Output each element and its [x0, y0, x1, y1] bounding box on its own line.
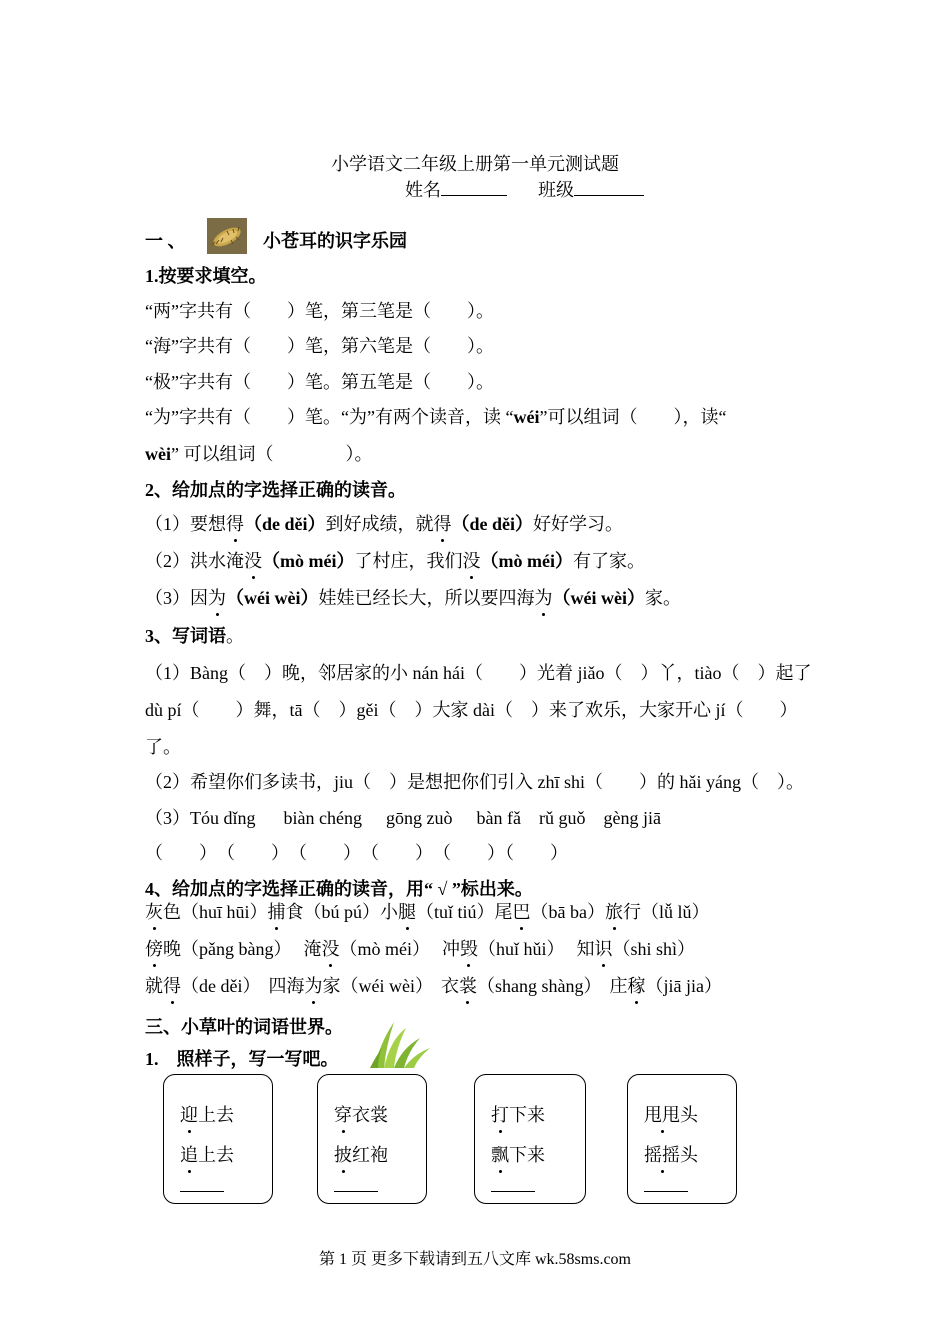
q4-row-3	[145, 972, 722, 998]
q4-item-pinyin: （jiā jia）	[645, 976, 722, 996]
dotted-char: 为	[534, 584, 552, 610]
answer-blank[interactable]	[491, 1191, 535, 1192]
q4-item[interactable]	[145, 902, 268, 922]
q1-line-2: “海”字共有（ ）笔，第六笔是（ ）。	[145, 336, 494, 356]
q1-line-5-text: ” 可以组词（ ）。	[171, 444, 373, 464]
q3-l5-prefix: （3）	[145, 808, 190, 828]
text: 了村庄，我们	[354, 551, 463, 571]
q4-item[interactable]	[268, 976, 432, 996]
pinyin-choice[interactable]: （de děi）	[451, 514, 534, 534]
text: 到好成绩，就	[325, 514, 434, 534]
q5-title: 1. 照样子，写一写吧。	[145, 1049, 339, 1069]
box-word-1	[644, 1101, 698, 1127]
text: 有了家。	[572, 551, 645, 571]
dotted-char: 没	[244, 547, 262, 573]
q4-item-pre: 衣	[440, 976, 459, 996]
name-class-line	[405, 176, 644, 202]
box-word-2	[491, 1141, 545, 1167]
q4-item-pre: 尾	[494, 902, 513, 922]
dotted-char: 飘	[491, 1141, 509, 1167]
q4-row-1	[145, 898, 710, 924]
q3-line-3: 了。	[145, 737, 181, 757]
q1-line-3: “极”字共有（ ）笔。第五笔是（ ）。	[145, 372, 494, 392]
q4-item-pinyin: （bā ba）	[530, 902, 606, 922]
pinyin-choice[interactable]: （mò méi）	[480, 551, 573, 571]
q4-item[interactable]	[380, 902, 495, 922]
word-rest: 衣裳	[352, 1105, 388, 1125]
dotted-char: 为	[208, 584, 226, 610]
box-word-2	[644, 1141, 698, 1167]
text: 家。	[644, 588, 681, 608]
dotted-char: 灰	[145, 898, 163, 924]
answer-blank[interactable]	[180, 1191, 224, 1192]
pinyin-word: Tóu dǐng	[190, 808, 256, 828]
burdock-seed-icon	[207, 218, 247, 254]
q4-item[interactable]	[609, 976, 721, 996]
dotted-char: 识	[595, 935, 613, 961]
q4-item[interactable]	[145, 939, 291, 959]
q3-title-text: 3、写词语	[145, 626, 226, 646]
q4-item-pre: 冲	[441, 939, 460, 959]
q4-item-pinyin: （tuǐ tiú）	[416, 902, 495, 922]
dotted-char: 旅	[605, 898, 623, 924]
pinyin-word: rǔ guǒ	[538, 808, 586, 828]
box-word-1	[491, 1101, 545, 1127]
pinyin-wei2: wéi	[513, 407, 540, 427]
word-rest: 下来	[509, 1105, 545, 1125]
class-label: 班级	[538, 180, 574, 200]
pinyin-word: biàn chéng	[283, 808, 362, 828]
q4-item-pre: 就	[145, 976, 163, 996]
dotted-char: 腿	[398, 898, 416, 924]
dotted-char: 捕	[268, 898, 286, 924]
example-box-2	[317, 1074, 427, 1204]
dotted-char: 穿	[334, 1101, 352, 1127]
box-word-1	[334, 1101, 388, 1127]
q1-line-5	[145, 440, 373, 466]
q4-item-pinyin: 行（lǚ lǔ）	[623, 902, 710, 922]
q3-line-4: （2）希望你们多读书，jiu（ ）是想把你们引入 zhī shi（ ）的 hǎi yáng（ ）。	[145, 772, 804, 792]
pinyin-choice[interactable]: （de děi）	[244, 514, 326, 534]
word-rest: 上去	[198, 1105, 234, 1125]
pinyin-word: gèng jiā	[603, 808, 661, 828]
text: （1）要想	[145, 514, 226, 534]
q4-item-pre: 淹	[303, 939, 322, 959]
q4-item[interactable]	[441, 976, 602, 996]
q4-item[interactable]	[303, 939, 430, 959]
pinyin-word: bàn fǎ	[476, 808, 521, 828]
dotted-char: 巴	[513, 898, 531, 924]
q4-item-pre: 四海	[268, 976, 305, 996]
q2-title: 2、给加点的字选择正确的读音。	[145, 480, 406, 500]
dotted-char: 稼	[627, 972, 645, 998]
page-title: 小学语文二年级上册第一单元测试题	[331, 154, 619, 174]
q4-row-2	[145, 935, 695, 961]
q4-item-pre: 庄	[609, 976, 628, 996]
box-word-1	[180, 1101, 234, 1127]
q1-line-4-text: “为”字共有（ ）笔。“为”有两个读音，读 “	[145, 407, 514, 427]
pinyin-choice[interactable]: （mò méi）	[262, 551, 355, 571]
q4-item-pinyin: （shi shì）	[612, 939, 696, 959]
answer-blank[interactable]	[334, 1191, 378, 1192]
q4-item[interactable]	[605, 902, 710, 922]
q4-item-pre: 知	[576, 939, 595, 959]
dotted-char: 追	[180, 1141, 198, 1167]
q4-item[interactable]	[145, 976, 260, 996]
section-one-title: 小苍耳的识字乐园	[263, 231, 407, 251]
q1-line-4-text-end: ”可以组词（ ），读“	[539, 407, 727, 427]
text: （2）洪水淹	[145, 551, 244, 571]
dotted-char: 披	[334, 1141, 352, 1167]
section-one-number: 一 、	[145, 231, 186, 251]
example-box-3	[474, 1074, 586, 1204]
q4-item-pinyin: 食（bú pú）	[285, 902, 381, 922]
q4-item[interactable]	[442, 939, 565, 959]
box-word-2	[334, 1141, 388, 1167]
example-box-4	[627, 1074, 737, 1204]
pinyin-wei4: wèi	[145, 444, 171, 464]
word-rest: 头	[680, 1145, 698, 1165]
q4-item[interactable]	[268, 902, 381, 922]
q1-title: 1.按要求填空。	[145, 266, 267, 286]
q3-title	[145, 622, 244, 648]
text: 娃娃已经长大，所以要四海	[318, 588, 535, 608]
dotted-char: 得	[434, 510, 452, 536]
q2-line-1	[145, 510, 623, 536]
dotted-char: 没	[321, 935, 339, 961]
word-rest: 头	[680, 1105, 698, 1125]
q3-title-end: 。	[226, 626, 244, 646]
name-label: 姓名	[405, 180, 441, 200]
page-footer: 第 1 页 更多下载请到五八文库 wk.58sms.com	[318, 1251, 631, 1268]
dotted-char: 为	[304, 972, 322, 998]
word-rest: 红袍	[352, 1145, 388, 1165]
q4-item-pinyin: （de děi）	[181, 976, 261, 996]
q1-line-1: “两”字共有（ ）笔，第三笔是（ ）。	[145, 301, 494, 321]
dotted-char: 摇摇	[644, 1141, 680, 1167]
q3-line-6: （ ） （ ） （ ） （ ） （ ）（ ）	[145, 843, 568, 863]
q1-line-4	[145, 403, 726, 429]
q4-item-pinyin: 家（wéi wèi）	[322, 976, 433, 996]
q3-line-1: （1）Bàng（ ）晚，邻居家的小 nán hái（ ）光着 jiǎo（ ）丫，tiào（ ）起了	[145, 663, 812, 683]
text: 好好学习。	[533, 514, 624, 534]
grass-icon	[370, 1018, 432, 1068]
q4-item-pinyin: （mò méi）	[339, 939, 430, 959]
word-rest: 上去	[198, 1145, 234, 1165]
answer-blank[interactable]	[644, 1191, 688, 1192]
q4-item-pinyin: （shang shàng）	[476, 976, 602, 996]
q2-line-3	[145, 584, 681, 610]
dotted-char: 甩甩	[644, 1101, 680, 1127]
q4-item[interactable]	[495, 902, 605, 922]
dotted-char: 打	[491, 1101, 509, 1127]
dotted-char: 傍	[145, 935, 163, 961]
dotted-char: 得	[226, 510, 244, 536]
dotted-char: 得	[163, 972, 181, 998]
dotted-char: 没	[462, 547, 480, 573]
dotted-char: 裳	[459, 972, 477, 998]
q3-line-5	[145, 804, 661, 830]
q4-item[interactable]	[577, 939, 696, 959]
q3-line-2: dù pí（ ）舞，tā（ ）gěi（ ）大家 dài（ ）来了欢乐，大家开心 jí（ ）	[145, 700, 798, 720]
example-box-1	[163, 1074, 273, 1204]
text: （3）因	[145, 588, 208, 608]
pinyin-choice[interactable]: （wéi wèi）	[226, 588, 319, 608]
section-three-title: 三、小草叶的词语世界。	[145, 1017, 343, 1037]
q4-item-pinyin: （huǐ hǔi）	[477, 939, 565, 959]
name-blank[interactable]	[441, 195, 507, 196]
q4-item-pre: 小	[380, 902, 399, 922]
pinyin-word: gōng zuò	[385, 808, 453, 828]
q4-item-pinyin: 晚（pǎng bàng）	[163, 939, 292, 959]
q4-title: 4、给加点的字选择正确的读音，用“ √ ”标出来。	[145, 879, 533, 899]
q4-item-pinyin: 色（huī hūi）	[163, 902, 268, 922]
box-word-2	[180, 1141, 234, 1167]
pinyin-choice[interactable]: （wéi wèi）	[552, 588, 645, 608]
class-blank[interactable]	[574, 195, 644, 196]
q2-line-2	[145, 547, 645, 573]
dotted-char: 毁	[460, 935, 478, 961]
word-rest: 下来	[509, 1145, 545, 1165]
dotted-char: 迎	[180, 1101, 198, 1127]
